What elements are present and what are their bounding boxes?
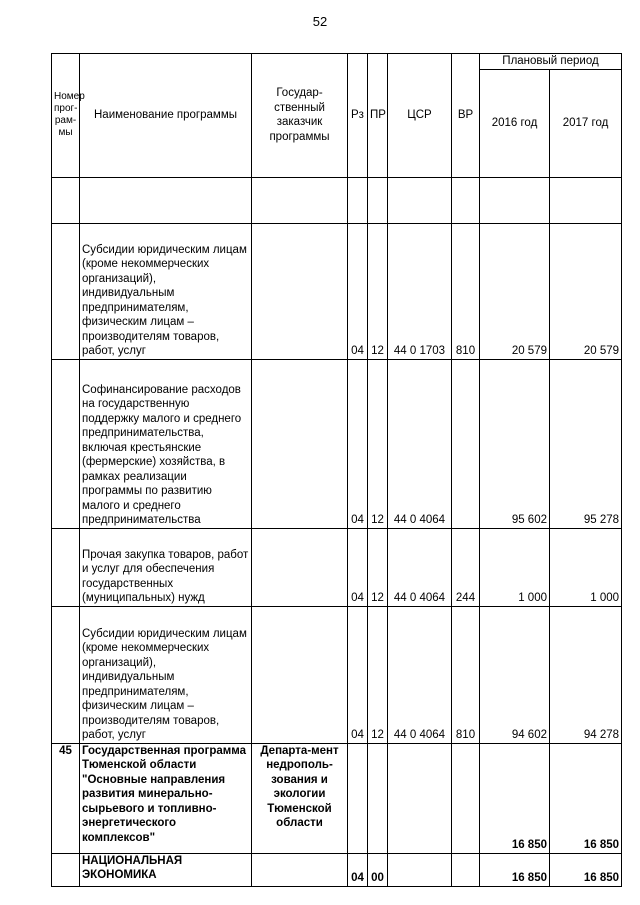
table-row (52, 606, 622, 743)
row-rz: 04 (348, 528, 368, 606)
row-vr: 810 (452, 223, 480, 359)
row-pr: 00 (368, 853, 388, 886)
row-number (52, 528, 80, 606)
row-rz: 04 (348, 359, 368, 528)
row-customer (252, 359, 348, 528)
row-vr (452, 743, 480, 853)
row-number (52, 606, 80, 743)
row-name: НАЦИОНАЛЬНАЯ ЭКОНОМИКА (80, 853, 252, 886)
row-number (52, 359, 80, 528)
row-2016: 16 850 (480, 853, 550, 886)
table-row (52, 853, 622, 886)
row-name: Государственная программа Тюменской области "Основные направления развития минерально-сырьевого и топливно-энергетического комплексов" (80, 743, 252, 853)
table-row (52, 359, 622, 528)
row-pr: 12 (368, 223, 388, 359)
row-rz (348, 743, 368, 853)
row-csr: 44 0 4064 (388, 528, 452, 606)
row-rz: 04 (348, 223, 368, 359)
row-number: 45 (52, 743, 80, 853)
row-customer (252, 606, 348, 743)
header-2017: 2017 год (550, 69, 622, 177)
row-pr: 12 (368, 528, 388, 606)
page-number: 52 (312, 14, 328, 29)
row-pr: 12 (368, 606, 388, 743)
row-2016: 20 579 (480, 223, 550, 359)
row-customer (252, 853, 348, 886)
budget-table (51, 53, 622, 887)
row-2017: 94 278 (550, 606, 622, 743)
row-customer (252, 528, 348, 606)
table-row (52, 743, 622, 853)
row-2016: 16 850 (480, 743, 550, 853)
table-row (52, 528, 622, 606)
row-csr (388, 853, 452, 886)
header-planned-period: Плановый период (480, 54, 622, 70)
header-program-number: Номер прог-рам-мы (52, 54, 80, 178)
row-2016: 1 000 (480, 528, 550, 606)
row-pr (368, 743, 388, 853)
row-number (52, 223, 80, 359)
header-program-name: Наименование программы (80, 54, 252, 178)
row-vr (452, 359, 480, 528)
row-2017: 95 278 (550, 359, 622, 528)
row-name: Прочая закупка товаров, работ и услуг для обеспечения государственных (муниципальных) нужд (80, 528, 252, 606)
row-name: Субсидии юридическим лицам (кроме некоммерческих организаций), индивидуальным предпринимателям, физическим лицам – производителям товаров, работ, услуг (80, 223, 252, 359)
row-number (52, 853, 80, 886)
row-csr: 44 0 4064 (388, 359, 452, 528)
row-2016: 95 602 (480, 359, 550, 528)
header-2016: 2016 год (480, 69, 550, 177)
empty-row (52, 177, 622, 223)
row-rz: 04 (348, 606, 368, 743)
row-csr: 44 0 4064 (388, 606, 452, 743)
row-2017: 1 000 (550, 528, 622, 606)
header-vr: ВР (452, 54, 480, 178)
header-pr: ПР (368, 54, 388, 178)
row-vr (452, 853, 480, 886)
row-customer: Департа-мент недрополь-зования и экологии Тюменской области (252, 743, 348, 853)
row-vr: 244 (452, 528, 480, 606)
row-2016: 94 602 (480, 606, 550, 743)
row-vr: 810 (452, 606, 480, 743)
row-csr (388, 743, 452, 853)
row-customer (252, 223, 348, 359)
row-csr: 44 0 1703 (388, 223, 452, 359)
row-2017: 16 850 (550, 853, 622, 886)
row-name: Субсидии юридическим лицам (кроме некоммерческих организаций), индивидуальным предпринимателям, физическим лицам – производителям товаров, работ, услуг (80, 606, 252, 743)
row-pr: 12 (368, 359, 388, 528)
table-row (52, 223, 622, 359)
row-2017: 20 579 (550, 223, 622, 359)
header-rz: Рз (348, 54, 368, 178)
header-customer: Государ-ственный заказчик программы (252, 54, 348, 178)
header-csr: ЦСР (388, 54, 452, 178)
row-2017: 16 850 (550, 743, 622, 853)
row-name: Софинансирование расходов на государственную поддержку малого и среднего предпринимательства, включая крестьянские (фермерские) хозяйства, в рамках реализации программы по развитию малого и среднего предпринимательства (80, 359, 252, 528)
row-rz: 04 (348, 853, 368, 886)
